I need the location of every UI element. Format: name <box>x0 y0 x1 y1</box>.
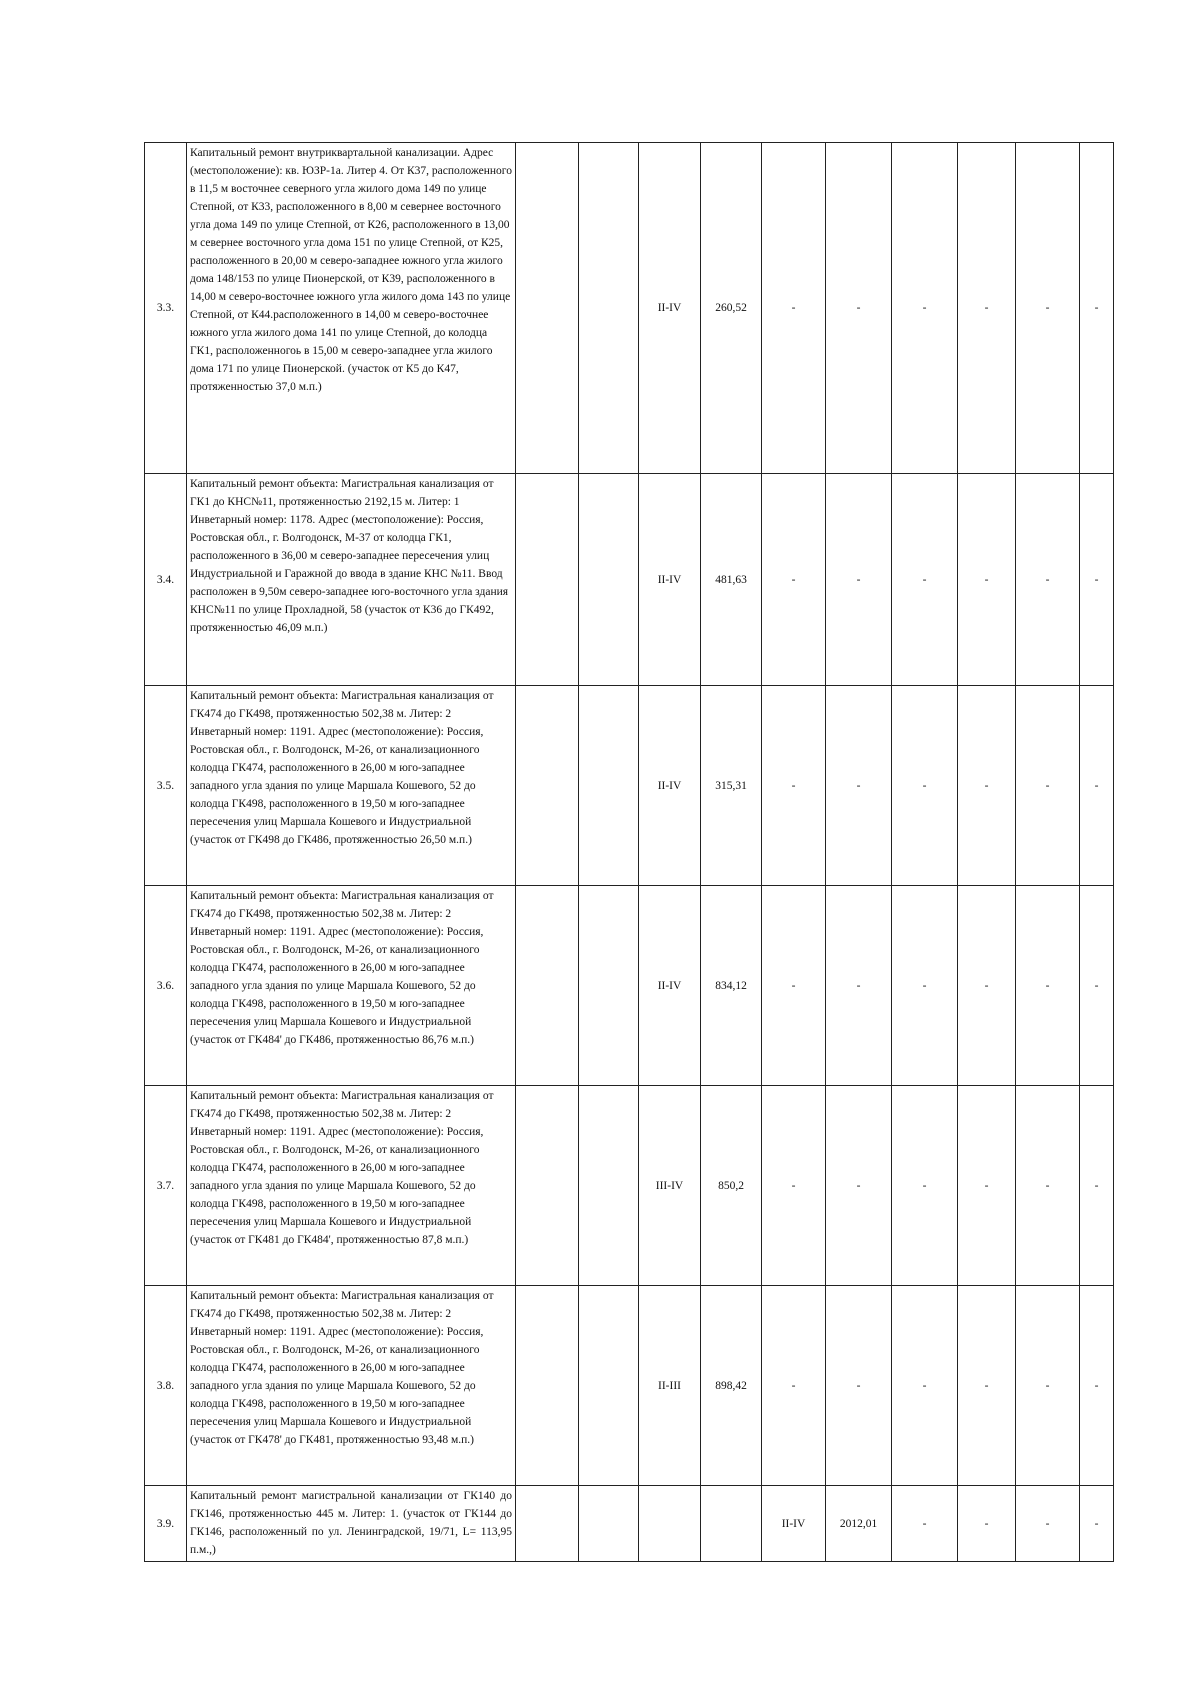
row-dash: - <box>762 1286 826 1486</box>
row-description: Капитальный ремонт внутриквартальной канализации. Адрес (местоположение): кв. ЮЗР-1а. Литер 4. От К37, расположенного в 11,5 м восточнее северного угла жилого дома 149 по улице Степной, от К33, расположенного в 8,00 м севернее восточного угла дома 149 по улице Степной, от К26, расположенного в 13,00 м севернее восточного угла дома 151 по улице Степной, от К25, расположенного в 20,00 м северо-западнее южного угла жилого дома 148/153 по улице Пионерской, от К39, расположенного в 14,00 м северо-восточнее южного угла жилого дома 143 по улице Степной, от К44.расположенного в 14,00 м северо-восточнее южного угла жилого дома 141 по улице Степной, до колодца ГК1, расположенногоь в 15,00 м северо-западнее угла жилого дома 171 по улице Пионерской. (участок от К5 до К47, протяженностью 37,0 м.п.) <box>187 143 516 474</box>
row-dash: - <box>958 886 1016 1086</box>
row-dash: - <box>826 686 892 886</box>
table-row <box>145 1086 1114 1286</box>
empty-cell <box>639 1486 701 1562</box>
row-value: 834,12 <box>701 886 762 1086</box>
table-row <box>145 474 1114 686</box>
row-number: 3.9. <box>145 1486 187 1562</box>
row-value: 315,31 <box>701 686 762 886</box>
empty-cell <box>579 686 639 886</box>
empty-cell <box>579 143 639 474</box>
row-value: 850,2 <box>701 1086 762 1286</box>
row-description: Капитальный ремонт магистральной канализации от ГК140 до ГК146, протяженностью 445 м. Литер: 1. (участок от ГК144 до ГК146, расположенный по ул. Ленинградской, 19/71, L= 113,95 п.м.,) <box>187 1486 516 1562</box>
table-row <box>145 886 1114 1086</box>
capital-repair-table <box>144 142 1114 1562</box>
row-dash: - <box>826 1086 892 1286</box>
row-description: Капитальный ремонт объекта: Магистральная канализация от ГК474 до ГК498, протяженностью 502,38 м. Литер: 2 Инветарный номер: 1191. Адрес (местоположение): Россия, Ростовская обл., г. Волгодонск, М-26, от канализационного колодца ГК474, расположенного в 26,00 м юго-западнее западного угла здания по улице Маршала Кошевого, 52 до колодца ГК498, расположенного в 19,50 м юго-западнее пересечения улиц Маршала Кошевого и Индустриальной (участок от ГК478' до ГК481, протяженностью 93,48 м.п.) <box>187 1286 516 1486</box>
row-dash: - <box>1080 1286 1114 1486</box>
row-number: 3.4. <box>145 474 187 686</box>
row-number: 3.7. <box>145 1086 187 1286</box>
empty-cell <box>579 474 639 686</box>
row-dash: - <box>826 1286 892 1486</box>
row-dash: - <box>1080 143 1114 474</box>
row-value: 481,63 <box>701 474 762 686</box>
row-dash: - <box>892 143 958 474</box>
row-dash: - <box>1016 886 1080 1086</box>
empty-cell <box>516 886 579 1086</box>
row-dash: - <box>826 474 892 686</box>
row-dash: - <box>762 886 826 1086</box>
table-row <box>145 1286 1114 1486</box>
row-category: II-IV <box>639 686 701 886</box>
row-value: 2012,01 <box>826 1486 892 1562</box>
row-dash: - <box>892 886 958 1086</box>
row-dash: - <box>826 886 892 1086</box>
row-category: II-IV <box>639 474 701 686</box>
empty-cell <box>579 886 639 1086</box>
row-dash: - <box>1016 1286 1080 1486</box>
row-dash: - <box>1080 1486 1114 1562</box>
row-number: 3.5. <box>145 686 187 886</box>
empty-cell <box>516 1086 579 1286</box>
row-category: II-IV <box>762 1486 826 1562</box>
row-category: III-IV <box>639 1086 701 1286</box>
empty-cell <box>516 1486 579 1562</box>
row-dash: - <box>762 686 826 886</box>
row-category: II-IV <box>639 143 701 474</box>
row-description: Капитальный ремонт объекта: Магистральная канализация от ГК474 до ГК498, протяженностью 502,38 м. Литер: 2 Инветарный номер: 1191. Адрес (местоположение): Россия, Ростовская обл., г. Волгодонск, М-26, от канализационного колодца ГК474, расположенного в 26,00 м юго-западнее западного угла здания по улице Маршала Кошевого, 52 до колодца ГК498, расположенного в 19,50 м юго-западнее пересечения улиц Маршала Кошевого и Индустриальной (участок от ГК498 до ГК486, протяженностью 26,50 м.п.) <box>187 686 516 886</box>
row-value: 260,52 <box>701 143 762 474</box>
row-dash: - <box>1080 474 1114 686</box>
row-description: Капитальный ремонт объекта: Магистральная канализация от ГК474 до ГК498, протяженностью 502,38 м. Литер: 2 Инветарный номер: 1191. Адрес (местоположение): Россия, Ростовская обл., г. Волгодонск, М-26, от канализационного колодца ГК474, расположенного в 26,00 м юго-западнее западного угла здания по улице Маршала Кошевого, 52 до колодца ГК498, расположенного в 19,50 м юго-западнее пересечения улиц Маршала Кошевого и Индустриальной (участок от ГК484' до ГК486, протяженностью 86,76 м.п.) <box>187 886 516 1086</box>
row-dash: - <box>1080 886 1114 1086</box>
row-dash: - <box>958 1286 1016 1486</box>
row-dash: - <box>1016 686 1080 886</box>
row-category: II-III <box>639 1286 701 1486</box>
empty-cell <box>579 1486 639 1562</box>
row-description: Капитальный ремонт объекта: Магистральная канализация от ГК1 до КНС№11, протяженностью 2192,15 м. Литер: 1 Инветарный номер: 1178. Адрес (местоположение): Россия, Ростовская обл., г. Волгодонск, М-37 от колодца ГК1, расположенного в 36,00 м северо-западнее пересечения улиц Индустриальной и Гаражной до ввода в здание КНС №11. Ввод расположен в 9,50м северо-западнее юго-восточного угла здания КНС№11 по улице Прохладной, 58 (участок от К36 до ГК492, протяженностью 46,09 м.п.) <box>187 474 516 686</box>
row-dash: - <box>762 1086 826 1286</box>
row-number: 3.6. <box>145 886 187 1086</box>
row-dash: - <box>1080 686 1114 886</box>
empty-cell <box>516 474 579 686</box>
row-dash: - <box>958 474 1016 686</box>
row-dash: - <box>1016 1486 1080 1562</box>
row-dash: - <box>1016 143 1080 474</box>
row-number: 3.3. <box>145 143 187 474</box>
row-dash: - <box>958 1486 1016 1562</box>
row-number: 3.8. <box>145 1286 187 1486</box>
row-dash: - <box>892 1086 958 1286</box>
row-value: 898,42 <box>701 1286 762 1486</box>
row-dash: - <box>892 1286 958 1486</box>
row-dash: - <box>1016 1086 1080 1286</box>
row-dash: - <box>958 1086 1016 1286</box>
row-dash: - <box>892 474 958 686</box>
row-dash: - <box>958 143 1016 474</box>
row-description: Капитальный ремонт объекта: Магистральная канализация от ГК474 до ГК498, протяженностью 502,38 м. Литер: 2 Инветарный номер: 1191. Адрес (местоположение): Россия, Ростовская обл., г. Волгодонск, М-26, от канализационного колодца ГК474, расположенного в 26,00 м юго-западнее западного угла здания по улице Маршала Кошевого, 52 до колодца ГК498, расположенного в 19,50 м юго-западнее пересечения улиц Маршала Кошевого и Индустриальной (участок от ГК481 до ГК484', протяженностью 87,8 м.п.) <box>187 1086 516 1286</box>
empty-cell <box>516 686 579 886</box>
table-row <box>145 686 1114 886</box>
row-dash: - <box>892 686 958 886</box>
row-dash: - <box>1016 474 1080 686</box>
row-dash: - <box>1080 1086 1114 1286</box>
table-row <box>145 143 1114 474</box>
row-dash: - <box>958 686 1016 886</box>
row-category: II-IV <box>639 886 701 1086</box>
row-dash: - <box>892 1486 958 1562</box>
row-dash: - <box>826 143 892 474</box>
empty-cell <box>579 1086 639 1286</box>
empty-cell <box>516 143 579 474</box>
row-dash: - <box>762 474 826 686</box>
empty-cell <box>579 1286 639 1486</box>
empty-cell <box>701 1486 762 1562</box>
table-row <box>145 1486 1114 1562</box>
row-dash: - <box>762 143 826 474</box>
empty-cell <box>516 1286 579 1486</box>
